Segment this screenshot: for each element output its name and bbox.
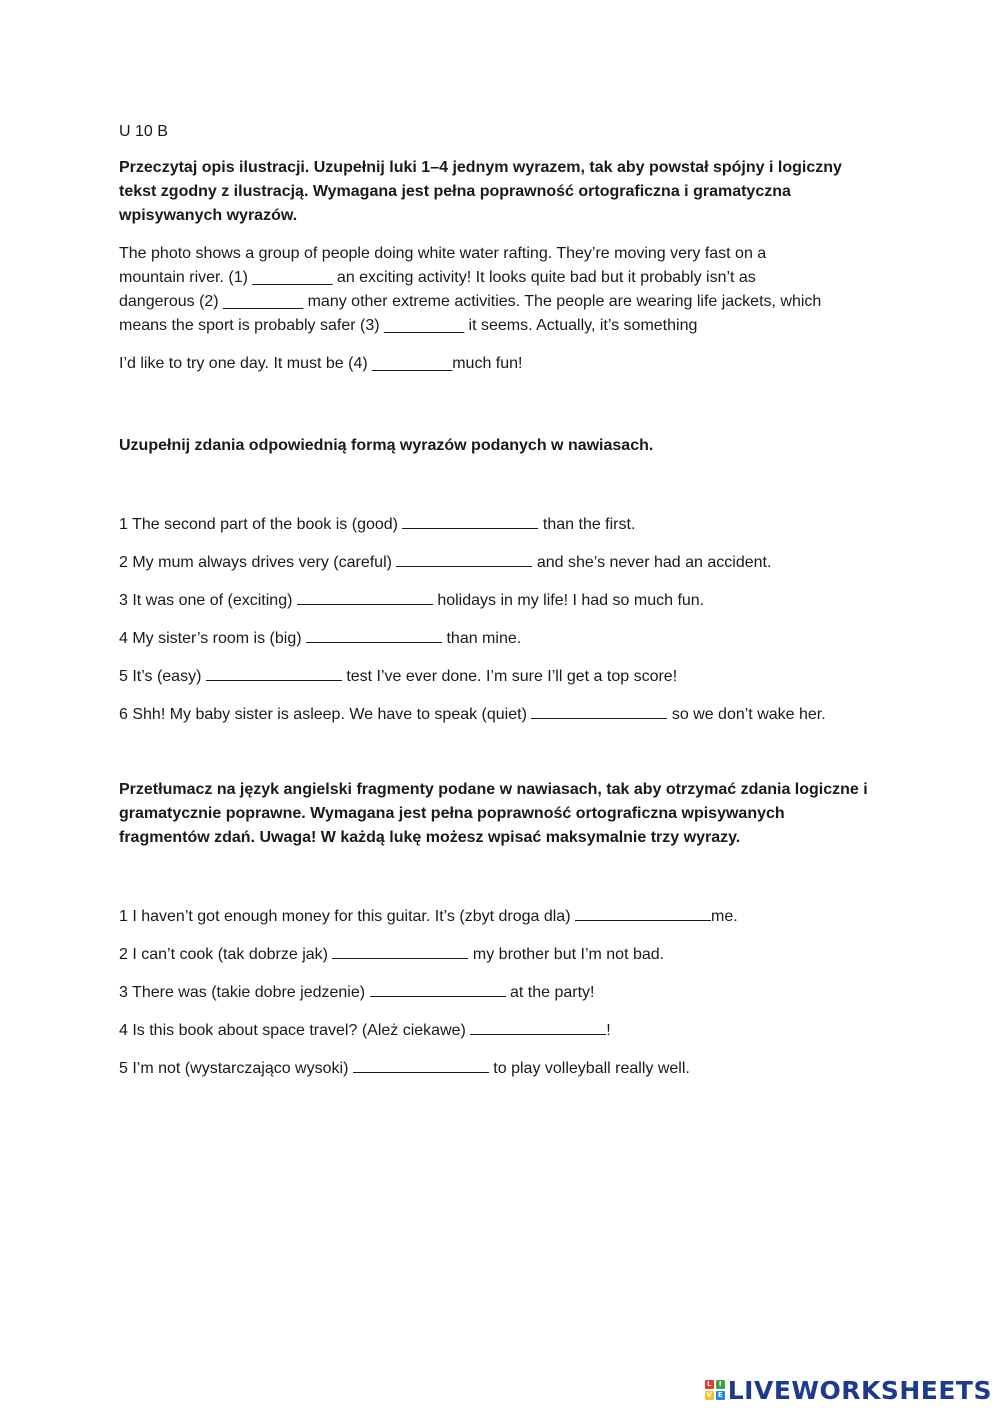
row-prompt: 1 I haven’t got enough money for this guitar. It’s (zbyt droga dla)	[119, 908, 571, 925]
row-tail: holidays in my life! I had so much fun.	[437, 592, 705, 609]
row-tail: !	[606, 1022, 611, 1039]
exercise-row	[119, 696, 879, 734]
row-tail: test I’ve ever done. I’m sure I’ll get a top score!	[346, 668, 678, 685]
exercise-row	[119, 658, 879, 696]
answer-blank[interactable]	[353, 1058, 489, 1073]
section1-instruction: Przeczytaj opis ilustracji. Uzupełnij luki 1–4 jednym wyrazem, tak aby powstał spójny i logiczny tekst zgodny z ilustracją. Wymagana jest pełna poprawność ortograficzna i gramatyczna wpisywanych wyrazów.	[119, 159, 842, 224]
worksheet	[119, 120, 879, 1088]
paragraph-last-line: I’d like to try one day. It must be (4) _________much fun!	[119, 355, 523, 372]
answer-blank[interactable]	[297, 590, 433, 605]
row-prompt: 3 There was (takie dobre jedzenie)	[119, 984, 366, 1001]
row-prompt: 5 It’s (easy)	[119, 668, 202, 685]
exercise-row	[119, 936, 879, 974]
row-prompt: 3 It was one of (exciting)	[119, 592, 293, 609]
exercise-row	[119, 898, 879, 936]
answer-blank[interactable]	[370, 982, 506, 997]
paragraph-line: dangerous (2) _________ many other extreme activities. The people are wearing life jackets, which	[119, 293, 822, 310]
exercise-row	[119, 974, 879, 1012]
answer-blank[interactable]	[206, 666, 342, 681]
row-tail: than mine.	[446, 630, 522, 647]
row-tail: to play volleyball really well.	[493, 1060, 690, 1077]
answer-blank[interactable]	[531, 704, 667, 719]
exercise-row	[119, 582, 879, 620]
section3-instruction: Przetłumacz na język angielski fragmenty podane w nawiasach, tak aby otrzymać zdania logiczne i gramatycznie poprawne. Wymagana jest pełna poprawność ortograficzna wpisywanych fragmentów zdań. Uwaga! W każdą lukę możesz wpisać maksymalnie trzy wyrazy.	[119, 781, 868, 846]
row-prompt: 2 I can’t cook (tak dobrze jak)	[119, 946, 328, 963]
section3-list	[119, 898, 879, 1088]
logo-icon	[705, 1380, 725, 1400]
answer-blank[interactable]	[470, 1020, 606, 1035]
liveworksheets-logo[interactable]	[705, 1375, 992, 1405]
answer-blank[interactable]	[396, 552, 532, 567]
exercise-row	[119, 1050, 879, 1088]
exercise-row	[119, 620, 879, 658]
answer-blank[interactable]	[332, 944, 468, 959]
row-prompt: 1 The second part of the book is (good)	[119, 516, 398, 533]
row-tail: at the party!	[509, 984, 595, 1001]
brand-name: LIVEWORKSHEETS	[727, 1375, 992, 1405]
logo-letter: V	[706, 1391, 712, 1399]
logo-letter: L	[705, 1380, 714, 1389]
row-tail: than the first.	[542, 516, 636, 533]
row-prompt: 4 My sister’s room is (big)	[119, 630, 302, 647]
paragraph-line: The photo shows a group of people doing white water rafting. They’re moving very fast on a	[119, 245, 767, 262]
paragraph-line: means the sport is probably safer (3) _________ it seems. Actually, it’s something	[119, 317, 698, 334]
section2-instruction: Uzupełnij zdania odpowiednią formą wyrazów podanych w nawiasach.	[119, 437, 654, 454]
rafting-paragraph	[119, 242, 879, 338]
exercise-row	[119, 1012, 879, 1050]
row-tail: my brother but I’m not bad.	[472, 946, 665, 963]
exercise-row	[119, 506, 879, 544]
row-tail: so we don’t wake her.	[671, 706, 826, 723]
row-prompt: 2 My mum always drives very (careful)	[119, 554, 392, 571]
row-prompt: 4 Is this book about space travel? (Ależ ciekawe)	[119, 1022, 466, 1039]
exercise-row	[119, 544, 879, 582]
worksheet-code: U 10 B	[119, 123, 168, 140]
logo-letter: I	[716, 1380, 725, 1389]
answer-blank[interactable]	[402, 514, 538, 529]
answer-blank[interactable]	[575, 906, 711, 921]
paragraph-line: mountain river. (1) _________ an exciting activity! It looks quite bad but it probably isn’t as	[119, 269, 756, 286]
logo-letter: E	[716, 1391, 725, 1400]
row-tail: and she’s never had an accident.	[536, 554, 772, 571]
row-prompt: 5 I’m not (wystarczająco wysoki)	[119, 1060, 349, 1077]
section2-list	[119, 506, 879, 734]
row-prompt: 6 Shh! My baby sister is asleep. We have to speak (quiet)	[119, 706, 527, 723]
row-tail: me.	[710, 908, 738, 925]
answer-blank[interactable]	[306, 628, 442, 643]
